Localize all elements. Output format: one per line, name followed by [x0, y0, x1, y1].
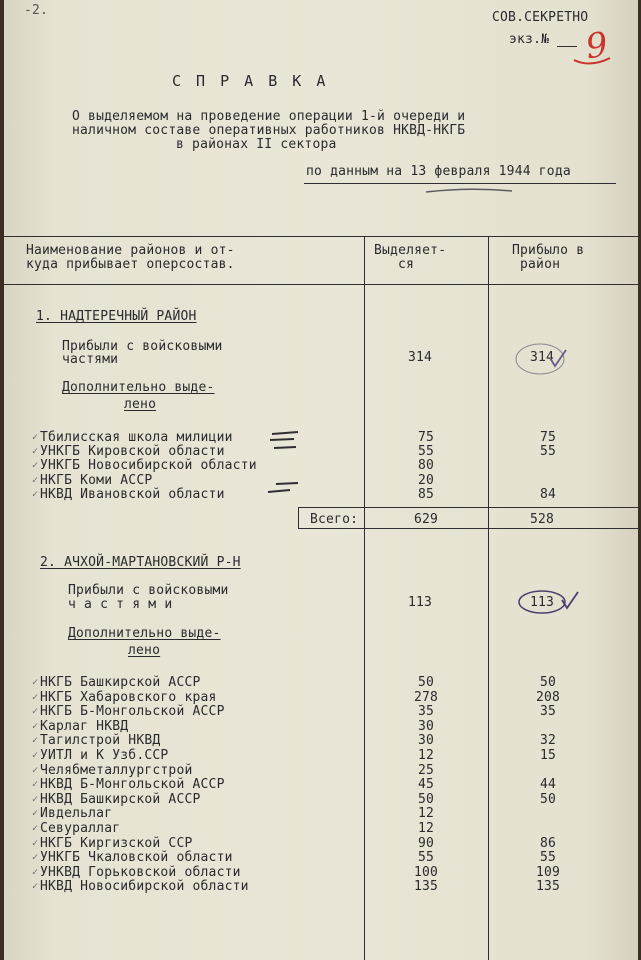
section2-row-arrived: 208	[535, 689, 561, 705]
section1-additional-line2: лено	[124, 397, 157, 412]
section1-row-name: НКВД Ивановской области	[40, 486, 225, 502]
section2-additional-line1: Дополнительно выде-	[68, 626, 221, 641]
section2-row-allocated: 45	[417, 777, 435, 793]
section1-row-allocated: 80	[417, 458, 435, 474]
section2-row-arrived: 55	[539, 850, 557, 866]
section1-troops-allocated: 314	[407, 350, 433, 365]
header-col1-line1: Наименование районов и от-	[26, 243, 235, 258]
section2-heading: 2. АЧХОЙ-МАРТАНОВСКИЙ Р-Н	[40, 555, 241, 570]
section1-troops-arrived: 314	[529, 350, 555, 365]
total-bottom-line	[298, 528, 638, 529]
section2-row-name: НКГБ Башкирской АССР	[40, 675, 201, 690]
section1-row-name: Тбилисская школа милиции	[40, 430, 233, 445]
pencil-check-icon: ✓	[32, 488, 39, 500]
section1-row-name: УНКГБ Кировской области	[40, 444, 225, 460]
section1-row-allocated: 20	[417, 472, 435, 488]
subtitle-line-2: наличном составе оперативных работников НКВД-НКГБ	[72, 123, 466, 138]
pencil-check-icon: ✓	[32, 432, 39, 443]
section2-row-arrived: 32	[539, 733, 557, 749]
section2-row-allocated: 12	[417, 821, 435, 836]
section2-row-name: Карлаг НКВД	[40, 718, 129, 734]
pencil-check-icon: ✓	[32, 779, 39, 791]
section1-additional-line1: Дополнительно выде-	[62, 380, 215, 395]
header-col2-line1: Выделяет-	[374, 243, 447, 258]
section2-row-name: НКГБ Б-Монгольской АССР	[40, 704, 225, 720]
column-divider-1	[364, 236, 365, 960]
section2-row-name: НКВД Новосибирской области	[40, 879, 249, 895]
section1-row-arrived: 55	[539, 444, 557, 460]
section1-heading: 1. НАДТЕРЕЧНЫЙ РАЙОН	[36, 309, 197, 324]
section2-row-allocated: 12	[417, 806, 435, 822]
pencil-check-icon: ✓	[32, 691, 39, 703]
section2-row-allocated: 25	[417, 762, 435, 778]
total-top-line	[298, 507, 638, 508]
section2-row-allocated: 35	[417, 704, 435, 720]
header-col1-line2: куда прибывает оперсостав.	[26, 257, 235, 272]
section2-row-allocated: 50	[417, 675, 435, 690]
red-underline-mark	[572, 52, 612, 70]
section2-troops-arrived: 113	[529, 595, 555, 610]
handwritten-copy-number: 9	[583, 24, 611, 68]
section1-total-label: Всего:	[310, 512, 359, 527]
section2-row-allocated: 12	[417, 748, 435, 763]
section2-row-allocated: 50	[417, 791, 435, 807]
section2-row-name: Тагилстрой НКВД	[40, 733, 161, 749]
classification-stamp: СОВ.СЕКРЕТНО	[492, 10, 589, 25]
page-number: -2.	[24, 3, 49, 18]
section2-row-name: НКГБ Киргизской ССР	[40, 835, 193, 851]
section2-troops-line1: Прибыли с войсковыми	[68, 583, 229, 598]
section2-additional-line2: лено	[128, 643, 161, 658]
section2-row-name: УНКГБ Чкаловской области	[40, 850, 233, 866]
total-left-edge	[298, 507, 299, 528]
section2-row-arrived: 50	[539, 675, 557, 690]
section2-row-name: УИТЛ и К Узб.ССР	[40, 748, 169, 763]
copy-number-blank	[557, 46, 577, 47]
section2-row-allocated: 30	[417, 733, 435, 749]
section1-row-allocated: 85	[417, 486, 435, 502]
section1-row-arrived: 84	[539, 486, 557, 502]
section1-row-allocated: 55	[417, 444, 435, 460]
section2-row-name: УНКВД Горьковской области	[40, 864, 241, 880]
table-header-border	[4, 284, 638, 285]
section2-row-arrived: 15	[539, 748, 557, 763]
pencil-check-icon: ✓	[32, 735, 39, 747]
header-col3-line2: район	[520, 257, 561, 272]
section2-row-name: Челябметаллургстрой	[40, 762, 193, 778]
section2-row-arrived: 135	[535, 879, 561, 895]
header-col2-line2: ся	[398, 257, 415, 272]
pencil-check-icon: ✓	[32, 750, 39, 761]
pencil-check-icon: ✓	[32, 852, 39, 864]
section2-row-allocated: 135	[413, 879, 439, 895]
pencil-check-icon: ✓	[32, 446, 39, 458]
section2-row-arrived: 109	[535, 864, 561, 880]
section2-troops-line2: ч а с т я м и	[68, 597, 173, 612]
section2-row-allocated: 55	[417, 850, 435, 866]
pencil-check-icon: ✓	[32, 881, 39, 893]
pencil-check-icon: ✓	[32, 793, 39, 805]
pencil-check-icon: ✓	[32, 474, 39, 486]
pencil-check-icon: ✓	[32, 866, 39, 878]
pencil-circle-mark	[512, 340, 572, 380]
table-top-border	[4, 236, 638, 237]
section2-row-allocated: 30	[417, 718, 435, 734]
section2-row-arrived: 86	[539, 835, 557, 851]
document-title: С П Р А В К А	[172, 72, 329, 90]
pencil-check-icon: ✓	[32, 808, 39, 820]
section2-row-allocated: 100	[413, 864, 439, 880]
section1-row-name: НКГБ Коми АССР	[40, 472, 153, 488]
section2-row-name: Севураллаг	[40, 821, 121, 836]
section2-row-name: НКГБ Хабаровского края	[40, 689, 217, 705]
section2-troops-allocated: 113	[407, 595, 433, 610]
section1-troops-line2: частями	[62, 352, 119, 367]
pencil-check-icon: ✓	[32, 460, 39, 472]
section1-row-arrived: 75	[539, 430, 557, 445]
date-line: по данным на 13 февраля 1944 года	[306, 164, 571, 179]
section2-row-name: НКВД Б-Монгольской АССР	[40, 777, 225, 793]
pencil-check-icon: ✓	[32, 764, 39, 776]
section2-row-arrived: 35	[539, 704, 557, 720]
section1-total-arrived: 528	[529, 512, 555, 527]
ink-circle-mark	[516, 586, 582, 618]
section2-row-name: Ивдельлаг	[40, 806, 113, 822]
pencil-stroke	[424, 186, 514, 196]
section1-troops-line1: Прибыли с войсковыми	[62, 339, 223, 354]
document-page	[4, 0, 638, 960]
section2-row-arrived: 44	[539, 777, 557, 793]
section2-row-allocated: 278	[413, 689, 439, 705]
pencil-check-icon: ✓	[32, 837, 39, 849]
section1-row-name: УНКГБ Новосибирской области	[40, 458, 257, 474]
subtitle-line-3: в районах II сектора	[176, 137, 337, 152]
section2-row-allocated: 90	[417, 835, 435, 851]
pencil-dash-marks	[266, 428, 306, 498]
section2-row-name: НКВД Башкирской АССР	[40, 791, 201, 807]
pencil-check-icon: ✓	[32, 823, 39, 834]
section2-row-arrived: 50	[539, 791, 557, 807]
column-divider-2	[488, 236, 489, 960]
pencil-check-icon: ✓	[32, 720, 39, 732]
pencil-check-icon: ✓	[32, 677, 39, 688]
copy-label: экз.№	[509, 32, 550, 47]
date-underline	[304, 183, 616, 184]
section1-total-allocated: 629	[413, 512, 439, 527]
pencil-check-icon: ✓	[32, 706, 39, 718]
header-col3-line1: Прибыло в	[512, 243, 585, 258]
subtitle-line-1: О выделяемом на проведение операции 1-й очереди и	[72, 109, 466, 124]
section1-row-allocated: 75	[417, 430, 435, 445]
